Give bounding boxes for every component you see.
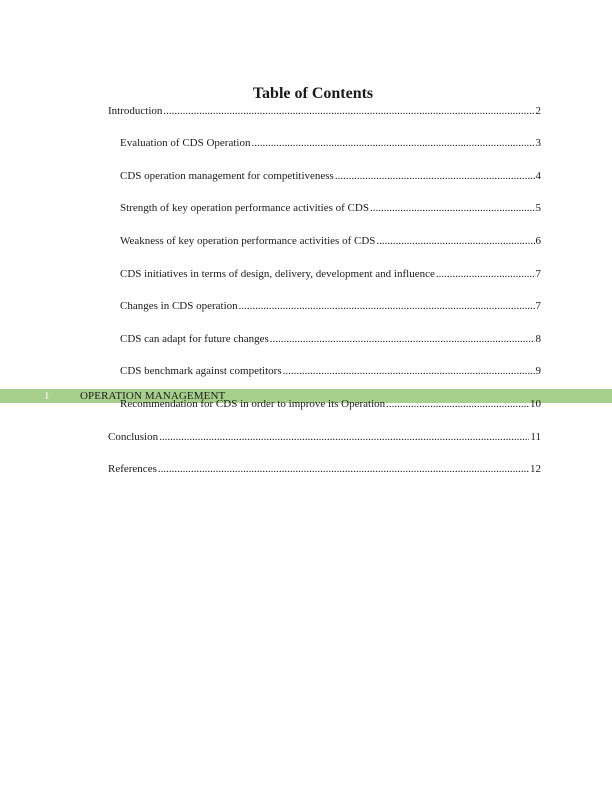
toc-entry-strength[interactable] (120, 201, 541, 215)
toc-entry-references[interactable] (108, 462, 541, 476)
toc-entry-page: 6 (535, 235, 541, 247)
toc-entry-label: CDS benchmark against competitors (120, 365, 282, 377)
dot-leader (335, 169, 535, 183)
dot-leader (239, 299, 535, 313)
toc-entry-page: 5 (535, 202, 541, 214)
running-head: OPERATION MANAGEMENT (80, 390, 226, 402)
dot-leader (436, 267, 535, 281)
toc-entry-label: Introduction (108, 105, 163, 117)
toc-entry-conclusion[interactable] (108, 430, 541, 444)
toc-entry-label: Evaluation of CDS Operation (120, 137, 251, 149)
toc-entry-weakness[interactable] (120, 234, 541, 248)
dot-leader (270, 332, 535, 346)
toc-entry-page: 10 (530, 398, 541, 410)
toc-entry-page: 4 (535, 170, 541, 182)
toc-entry-label: Recommendation for CDS in order to improve its Operation (120, 398, 386, 410)
toc-entry-page: 3 (535, 137, 541, 149)
dot-leader (283, 364, 535, 378)
toc-entry-label: References (108, 463, 157, 475)
toc-entry-page: 7 (535, 300, 541, 312)
toc-entry-adapt[interactable] (120, 332, 541, 346)
toc-entry-evaluation[interactable] (120, 136, 541, 150)
toc-entry-page: 12 (530, 463, 541, 475)
toc-entry-recommendation[interactable] (120, 397, 541, 411)
toc-entry-page: 9 (535, 365, 541, 377)
page-title: Table of Contents (252, 85, 374, 102)
toc-entry-competitiveness[interactable] (120, 169, 541, 183)
header-page-number: 1 (44, 390, 50, 402)
toc-entry-page: 8 (535, 333, 541, 345)
dot-leader (376, 234, 534, 248)
dot-leader (159, 430, 529, 444)
toc-entry-benchmark[interactable] (120, 364, 541, 378)
toc-entry-label: CDS operation management for competitiveness (120, 170, 334, 182)
toc-entry-changes[interactable] (120, 299, 541, 313)
toc-entry-label: Changes in CDS operation (120, 300, 238, 312)
dot-leader (370, 201, 535, 215)
toc-entry-label: Conclusion (108, 431, 159, 443)
toc-entry-page: 11 (530, 431, 541, 443)
dot-leader (158, 462, 529, 476)
toc-entry-page: 2 (535, 105, 541, 117)
toc-entry-label: Weakness of key operation performance activities of CDS (120, 235, 376, 247)
dot-leader (163, 104, 534, 118)
toc-entry-label: CDS initiatives in terms of design, delivery, development and influence (120, 268, 435, 280)
toc-entry-label: Strength of key operation performance activities of CDS (120, 202, 369, 214)
toc-entry-initiatives[interactable] (120, 267, 541, 281)
dot-leader (386, 397, 529, 411)
dot-leader (251, 136, 534, 150)
toc-entry-page: 7 (535, 268, 541, 280)
toc-entry-introduction[interactable] (108, 104, 541, 118)
toc-entry-label: CDS can adapt for future changes (120, 333, 269, 345)
